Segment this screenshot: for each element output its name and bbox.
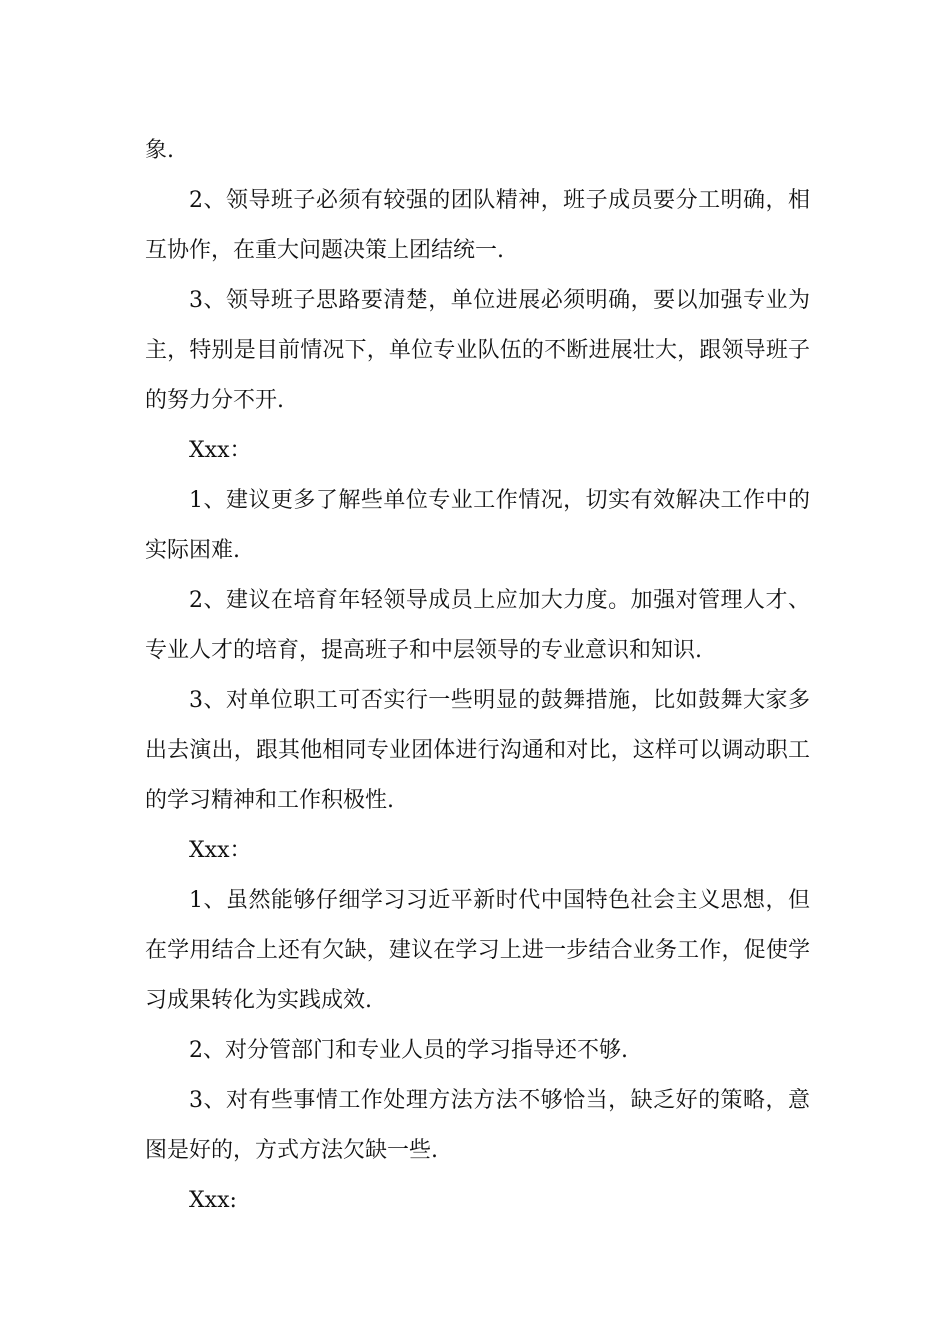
paragraph-continuation: 象.: [145, 138, 174, 163]
speaker-heading: Xxx：: [189, 438, 252, 463]
list-item: 3、对有些事情工作处理方法方法不够恰当，缺乏好的策略，意图是好的，方式方法欠缺一些.: [145, 1088, 810, 1163]
list-item: 2、领导班子必须有较强的团队精神，班子成员要分工明确，相互协作，在重大问题决策上团结统一.: [145, 188, 810, 263]
speaker-heading: Xxx:: [189, 1188, 237, 1213]
list-item: 1、建议更多了解些单位专业工作情况，切实有效解决工作中的实际困难.: [145, 488, 810, 563]
speaker-heading: Xxx：: [189, 838, 252, 863]
list-item: 2、建议在培育年轻领导成员上应加大力度。加强对管理人才、专业人才的培育，提高班子和中层领导的专业意识和知识.: [145, 588, 810, 663]
list-item: 2、对分管部门和专业人员的学习指导还不够.: [189, 1038, 628, 1063]
list-item: 3、领导班子思路要清楚，单位进展必须明确，要以加强专业为主，特别是目前情况下，单位专业队伍的不断进展壮大，跟领导班子的努力分不开.: [145, 288, 810, 413]
list-item: 1、虽然能够仔细学习习近平新时代中国特色社会主义思想，但在学用结合上还有欠缺，建议在学习上进一步结合业务工作，促使学习成果转化为实践成效.: [145, 888, 810, 1013]
document-body: [145, 126, 810, 1226]
list-item: 3、对单位职工可否实行一些明显的鼓舞措施，比如鼓舞大家多出去演出，跟其他相同专业团体进行沟通和对比，这样可以调动职工的学习精神和工作积极性.: [145, 688, 810, 813]
